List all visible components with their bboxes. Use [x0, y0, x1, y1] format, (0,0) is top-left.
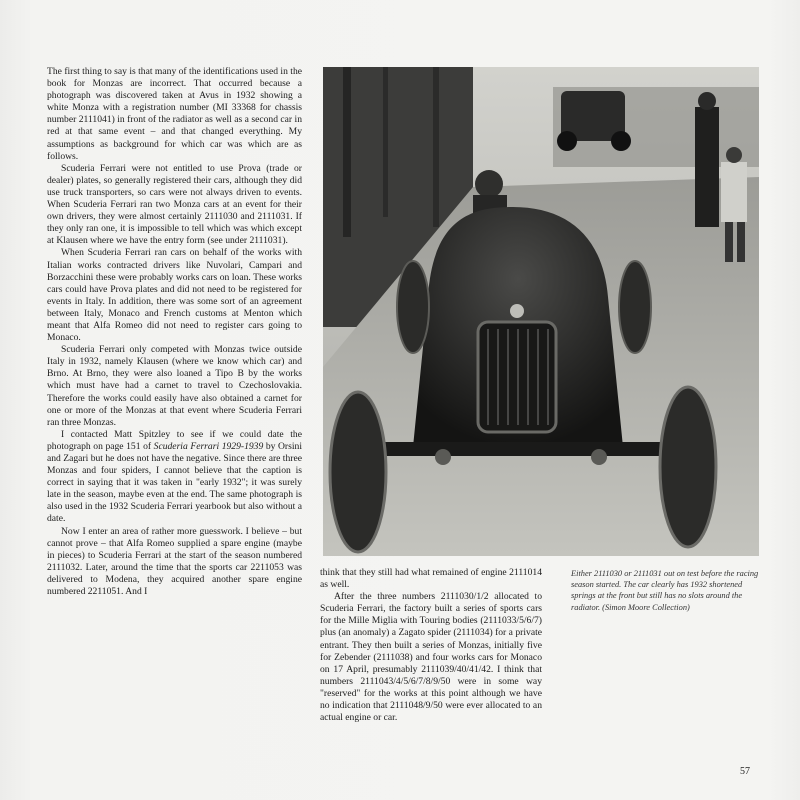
paragraph: Now I enter an area of rather more guesswork. I believe – but cannot prove – that Alfa Romeo supplied a spare engine (maybe in pieces) to Scuderia Ferrari at the start of the season numbered 2111032. Later, around the time that the sports car 2211053 was delivered to Modena, they acquired another spare engine numbered 2211051. And I: [47, 525, 302, 598]
race-car-photo: [323, 67, 759, 556]
paragraph: After the three numbers 2111030/1/2 allocated to Scuderia Ferrari, the factory built a series of sports cars for the Mille Miglia with Touring bodies (2111033/5/6/7) plus (an anomaly) a Zagato spider (2111034) for a private entrant. They then built a series of Monzas, initially five for Zebender (2111038) and four works cars for Monaco on 17 April, presumably 2111039/40/41/42. I think that numbers 2111043/4/5/6/7/8/9/50 were in some way "reserved" for the works at this point although we have no indication that 2111048/9/50 were ever allocated to an actual engine or car.: [320, 591, 542, 724]
paragraph: [47, 429, 302, 526]
paragraph-text: I contacted Matt Spitzley to see if we could date the photograph on page 151 of: [47, 428, 302, 452]
left-text-column: [47, 66, 302, 598]
page-number: 57: [740, 766, 750, 777]
paragraph: When Scuderia Ferrari ran cars on behalf of the works with Italian works contracted drivers like Nuvolari, Campari and Borzacchini these were probably works cars on loan. These works cars could have Prova plates and did not need to be registered for events in Italy. In addition, there was some sort of an agreement between Italy, Monaco and French customs at Menton which meant that Alfa Romeo did not need to register cars going to Monaco.: [47, 247, 302, 344]
paragraph: think that they still had what remained of engine 2111014 as well.: [320, 567, 542, 591]
paragraph: Scuderia Ferrari only competed with Monzas twice outside Italy in 1932, namely Klausen (where we know which car) and Brno. At Brno, they were also loaned a Tipo B by the works which must have had a carnet to travel to Czechoslovakia. Therefore the works could easily have also obtained a carnet for one or more of the Monzas at that event where Scuderia Ferrari ran three Monzas.: [47, 344, 302, 428]
photo-caption: Either 2111030 or 2111031 out on test before the racing season started. The car clearly has 1932 shortened springs at the front but still has no slots around the radiator. (Simon Moore Collection): [571, 569, 759, 612]
middle-text-column: [320, 567, 542, 724]
vintage-race-car-photo-icon: [323, 67, 759, 556]
paragraph: Scuderia Ferrari were not entitled to use Prova (trade or dealer) plates, so generally registered their cars, although they did use truck transporters, so cars were not always driven to events. When Scuderia Ferrari ran two Monza cars at an event for their own drivers, they were almost certainly 2111030 and 2111031. If they only ran one, it is impossible to tell which was which except at Klausen where we have the entry form (see under 2111031).: [47, 162, 302, 247]
book-title: Scuderia Ferrari 1929-1939: [153, 440, 264, 452]
paragraph-text: by Orsini and Zagari but he does not have the negative. Since there are three Monzas and four spiders, I cannot believe that the caption is correct in saying that it was taken in "early 1932"; it was surely late in the season, maybe even at the end. The same photograph is also used in the 1932 Scuderia Ferrari yearbook but also without a date.: [47, 440, 302, 525]
paragraph: The first thing to say is that many of the identifications used in the book for Monzas are incorrect. That occurred because a photograph was discovered taken at Avus in 1932 showing a white Monza with a registration number (MI 33368 for chassis number 2111041) in front of the radiator as well as a second car in red at that same event – and that changed everything. My assumptions as background for which car was which are as follows.: [47, 66, 302, 162]
